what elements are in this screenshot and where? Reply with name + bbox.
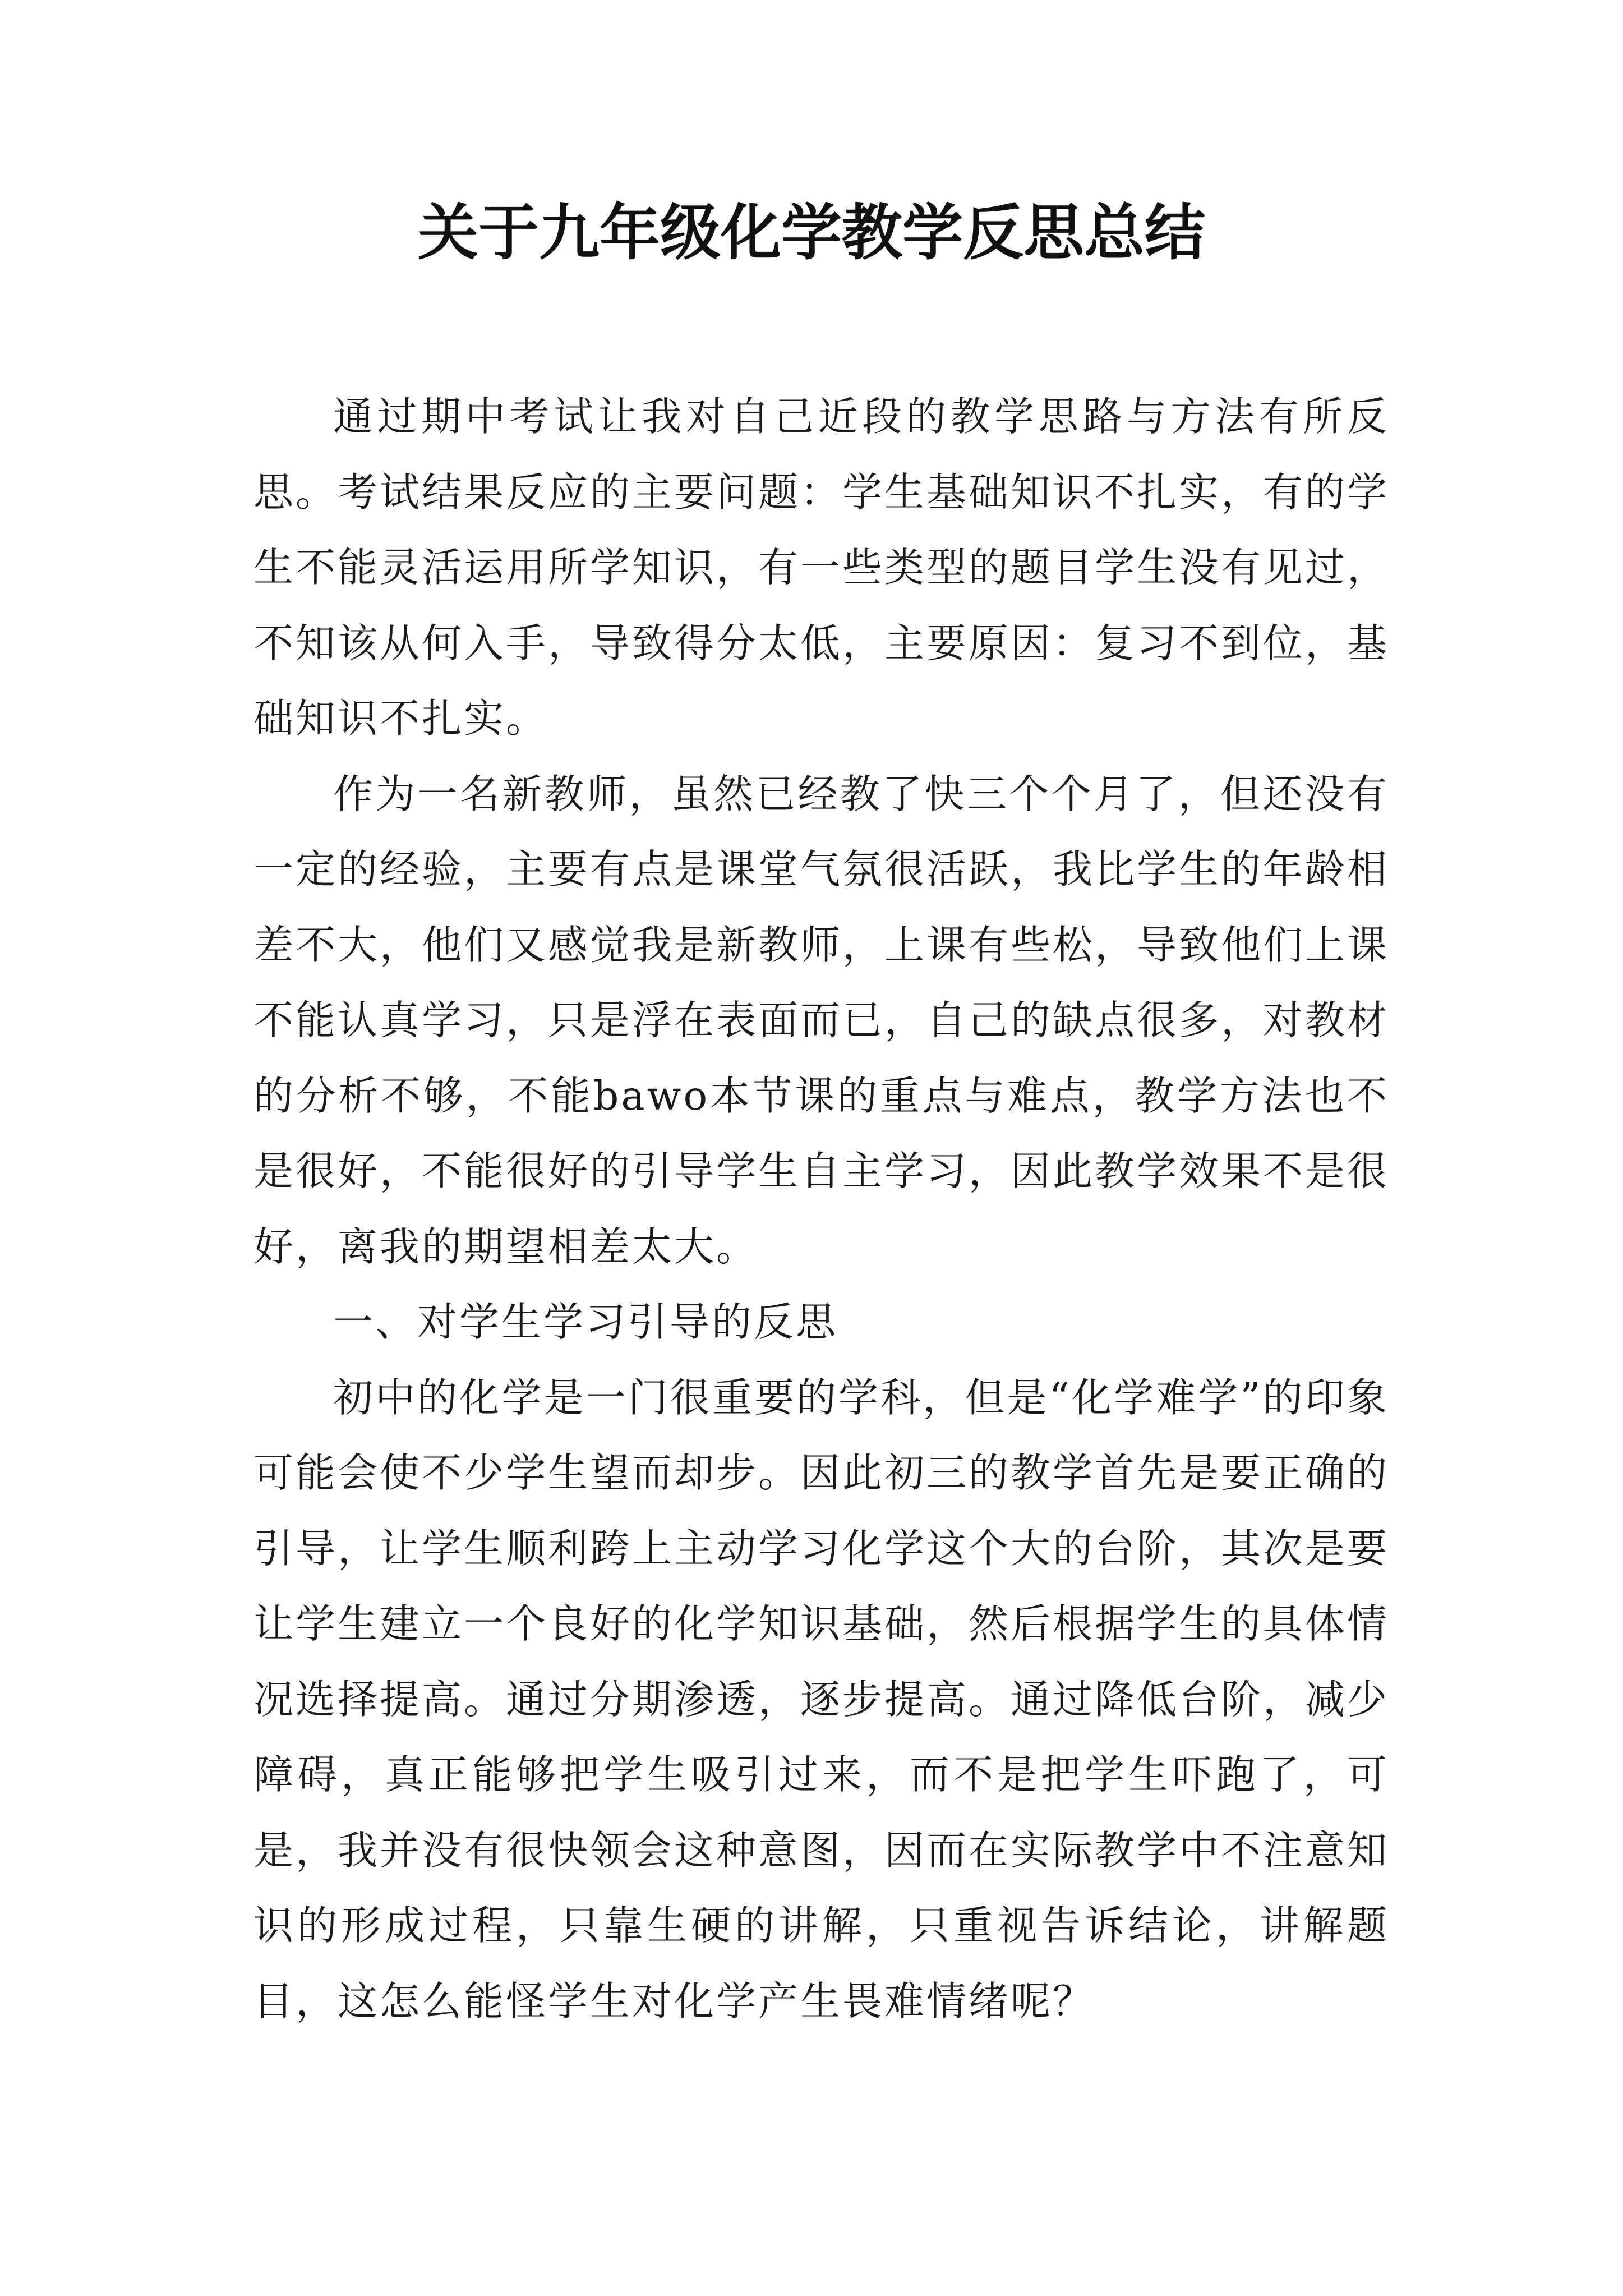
document-body <box>253 379 1389 2039</box>
paragraph-chemistry-guidance: 初中的化学是一门很重要的学科，但是“化学难学”的印象可能会使不少学生望而却步。因此初三的教学首先是要正确的引导，让学生顺利跨上主动学习化学这个大的台阶，其次是要让学生建立一个良好的化学知识基础，然后根据学生的具体情况选择提高。通过分期渗透，逐步提高。通过降低台阶，减少障碍，真正能够把学生吸引过来，而不是把学生吓跑了，可是，我并没有很快领会这种意图，因而在实际教学中不注意知识的形成过程，只靠生硬的讲解，只重视告诉结论，讲解题目，这怎么能怪学生对化学产生畏难情绪呢？ <box>253 1374 1390 2024</box>
document-title: 关于九年级化学教学反思总结 <box>417 197 1205 268</box>
paragraph-new-teacher: 作为一名新教师，虽然已经教了快三个个月了，但还没有一定的经验，主要有点是课堂气氛很活跃，我比学生的年龄相差不大，他们又感觉我是新教师，上课有些松，导致他们上课不能认真学习，只是浮在表面而已，自己的缺点很多，对教材的分析不够，不能bawo本节课的重点与难点，教学方法也不是很好，不能很好的引导学生自主学习，因此教学效果不是很好，离我的期望相差太大。 <box>253 770 1390 1270</box>
paragraph-exam-reflection: 通过期中考试让我对自己近段的教学思路与方法有所反思。考试结果反应的主要问题：学生基础知识不扎实，有的学生不能灵活运用所学知识，有一些类型的题目学生没有见过，不知该从何入手，导致得分太低，主要原因：复习不到位，基础知识不扎实。 <box>253 393 1390 742</box>
section-heading-guidance: 一、对学生学习引导的反思 <box>333 1299 838 1345</box>
